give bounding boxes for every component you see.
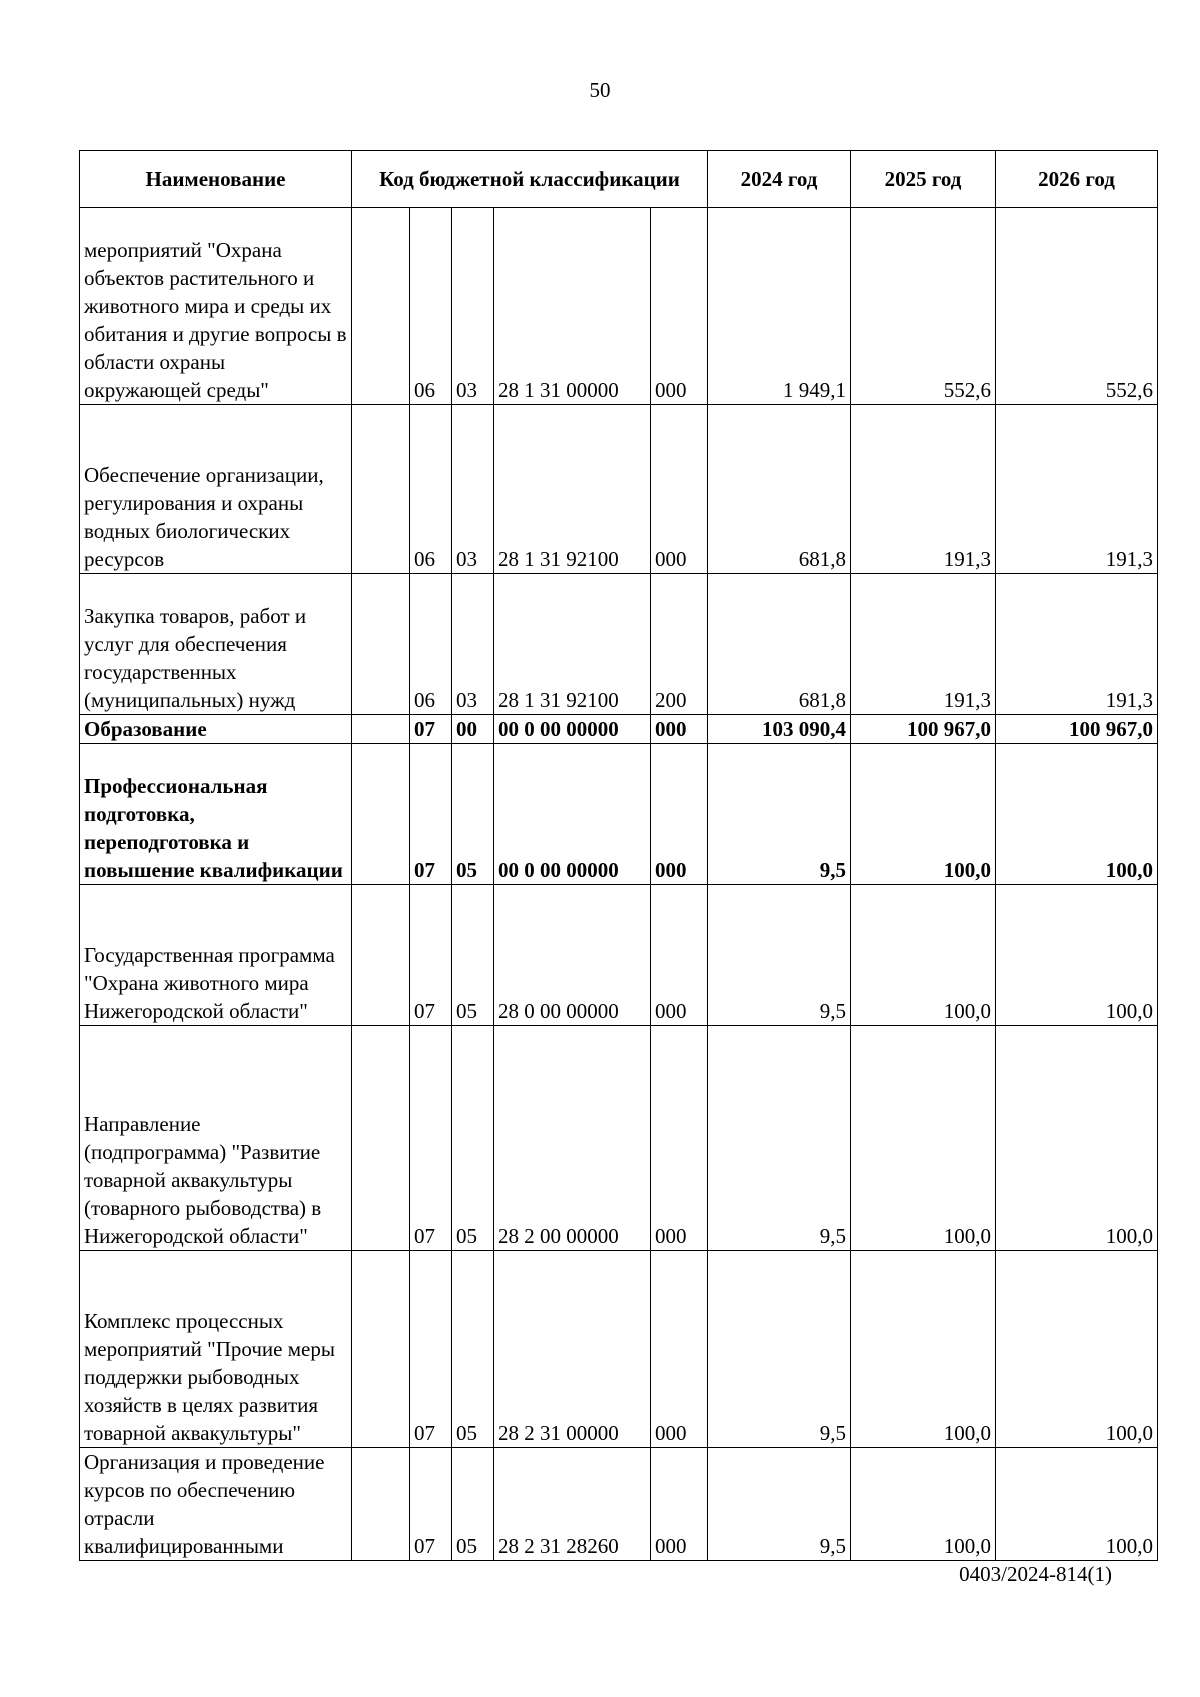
- row-value-2026: 100,0: [996, 1026, 1158, 1251]
- row-value-2024: 9,5: [708, 744, 851, 885]
- row-code-section: 06: [410, 574, 452, 715]
- row-name: Профессиональная подготовка, переподготовка и повышение квалификации: [80, 744, 352, 885]
- row-code-target: 00 0 00 00000: [494, 744, 651, 885]
- header-2024: 2024 год: [708, 151, 851, 208]
- row-value-2024: 9,5: [708, 885, 851, 1026]
- row-spacer: [352, 715, 410, 744]
- row-spacer: [352, 744, 410, 885]
- table-row: [80, 1026, 1158, 1251]
- row-code-type: 000: [651, 744, 708, 885]
- row-value-2025: 100,0: [851, 885, 996, 1026]
- table-row: [80, 715, 1158, 744]
- row-code-target: 28 1 31 92100: [494, 574, 651, 715]
- row-code-target: 28 2 31 28260: [494, 1448, 651, 1561]
- table-row: [80, 208, 1158, 405]
- table-row: [80, 885, 1158, 1026]
- row-value-2025: 100 967,0: [851, 715, 996, 744]
- row-value-2024: 681,8: [708, 405, 851, 574]
- table-row: [80, 405, 1158, 574]
- row-value-2025: 191,3: [851, 405, 996, 574]
- row-name: Государственная программа "Охрана животного мира Нижегородской области": [80, 885, 352, 1026]
- row-name: Закупка товаров, работ и услуг для обеспечения государственных (муниципальных) нужд: [80, 574, 352, 715]
- row-name: Направление (подпрограмма) "Развитие товарной аквакультуры (товарного рыбоводства) в Нижегородской области": [80, 1026, 352, 1251]
- row-spacer: [352, 1251, 410, 1448]
- budget-table: [79, 150, 1158, 1561]
- header-2026: 2026 год: [996, 151, 1158, 208]
- row-code-subsection: 05: [452, 744, 494, 885]
- row-code-section: 07: [410, 744, 452, 885]
- row-spacer: [352, 885, 410, 1026]
- row-value-2025: 552,6: [851, 208, 996, 405]
- row-code-target: 28 2 00 00000: [494, 1026, 651, 1251]
- document-code: 0403/2024-814(1): [959, 1562, 1112, 1586]
- row-value-2024: 9,5: [708, 1448, 851, 1561]
- row-code-section: 07: [410, 1448, 452, 1561]
- row-code-subsection: 05: [452, 1448, 494, 1561]
- row-value-2026: 552,6: [996, 208, 1158, 405]
- row-value-2024: 681,8: [708, 574, 851, 715]
- row-value-2026: 191,3: [996, 574, 1158, 715]
- row-code-target: 28 2 31 00000: [494, 1251, 651, 1448]
- row-code-section: 06: [410, 208, 452, 405]
- row-code-type: 000: [651, 715, 708, 744]
- row-code-subsection: 03: [452, 405, 494, 574]
- row-code-section: 07: [410, 1251, 452, 1448]
- row-spacer: [352, 1448, 410, 1561]
- row-spacer: [352, 405, 410, 574]
- row-value-2024: 103 090,4: [708, 715, 851, 744]
- row-code-type: 000: [651, 405, 708, 574]
- page-number: 50: [589, 78, 611, 102]
- row-code-section: 07: [410, 1026, 452, 1251]
- row-code-subsection: 03: [452, 574, 494, 715]
- row-code-section: 07: [410, 715, 452, 744]
- row-value-2024: 1 949,1: [708, 208, 851, 405]
- row-value-2025: 100,0: [851, 1251, 996, 1448]
- table-row: [80, 744, 1158, 885]
- row-code-section: 06: [410, 405, 452, 574]
- row-value-2026: 100,0: [996, 1448, 1158, 1561]
- table-row: [80, 1251, 1158, 1448]
- row-value-2026: 191,3: [996, 405, 1158, 574]
- header-name: Наименование: [80, 151, 352, 208]
- row-name: Организация и проведение курсов по обеспечению отрасли квалифицированными: [80, 1448, 352, 1561]
- row-spacer: [352, 208, 410, 405]
- row-value-2025: 191,3: [851, 574, 996, 715]
- table-row: [80, 1448, 1158, 1561]
- row-value-2025: 100,0: [851, 744, 996, 885]
- row-name: Обеспечение организации, регулирования и охраны водных биологических ресурсов: [80, 405, 352, 574]
- row-spacer: [352, 1026, 410, 1251]
- row-value-2024: 9,5: [708, 1026, 851, 1251]
- row-name: Комплекс процессных мероприятий "Прочие меры поддержки рыбоводных хозяйств в целях развития товарной аквакультуры": [80, 1251, 352, 1448]
- row-name: мероприятий "Охрана объектов растительного и животного мира и среды их обитания и другие вопросы в области охраны окружающей среды": [80, 208, 352, 405]
- row-code-section: 07: [410, 885, 452, 1026]
- row-code-target: 28 1 31 92100: [494, 405, 651, 574]
- row-code-subsection: 05: [452, 1251, 494, 1448]
- row-spacer: [352, 574, 410, 715]
- row-code-target: 00 0 00 00000: [494, 715, 651, 744]
- row-value-2026: 100,0: [996, 744, 1158, 885]
- row-value-2024: 9,5: [708, 1251, 851, 1448]
- header-code: Код бюджетной классификации: [352, 151, 708, 208]
- header-2025: 2025 год: [851, 151, 996, 208]
- row-code-target: 28 0 00 00000: [494, 885, 651, 1026]
- row-code-type: 000: [651, 1448, 708, 1561]
- row-code-subsection: 03: [452, 208, 494, 405]
- row-code-subsection: 05: [452, 1026, 494, 1251]
- table-header-row: [80, 151, 1158, 208]
- row-code-type: 200: [651, 574, 708, 715]
- row-value-2026: 100,0: [996, 1251, 1158, 1448]
- table-row: [80, 574, 1158, 715]
- row-code-subsection: 00: [452, 715, 494, 744]
- row-code-type: 000: [651, 1251, 708, 1448]
- row-code-type: 000: [651, 208, 708, 405]
- row-value-2026: 100 967,0: [996, 715, 1158, 744]
- row-code-subsection: 05: [452, 885, 494, 1026]
- row-value-2025: 100,0: [851, 1448, 996, 1561]
- row-code-target: 28 1 31 00000: [494, 208, 651, 405]
- row-value-2026: 100,0: [996, 885, 1158, 1026]
- row-code-type: 000: [651, 1026, 708, 1251]
- row-code-type: 000: [651, 885, 708, 1026]
- row-name: Образование: [80, 715, 352, 744]
- row-value-2025: 100,0: [851, 1026, 996, 1251]
